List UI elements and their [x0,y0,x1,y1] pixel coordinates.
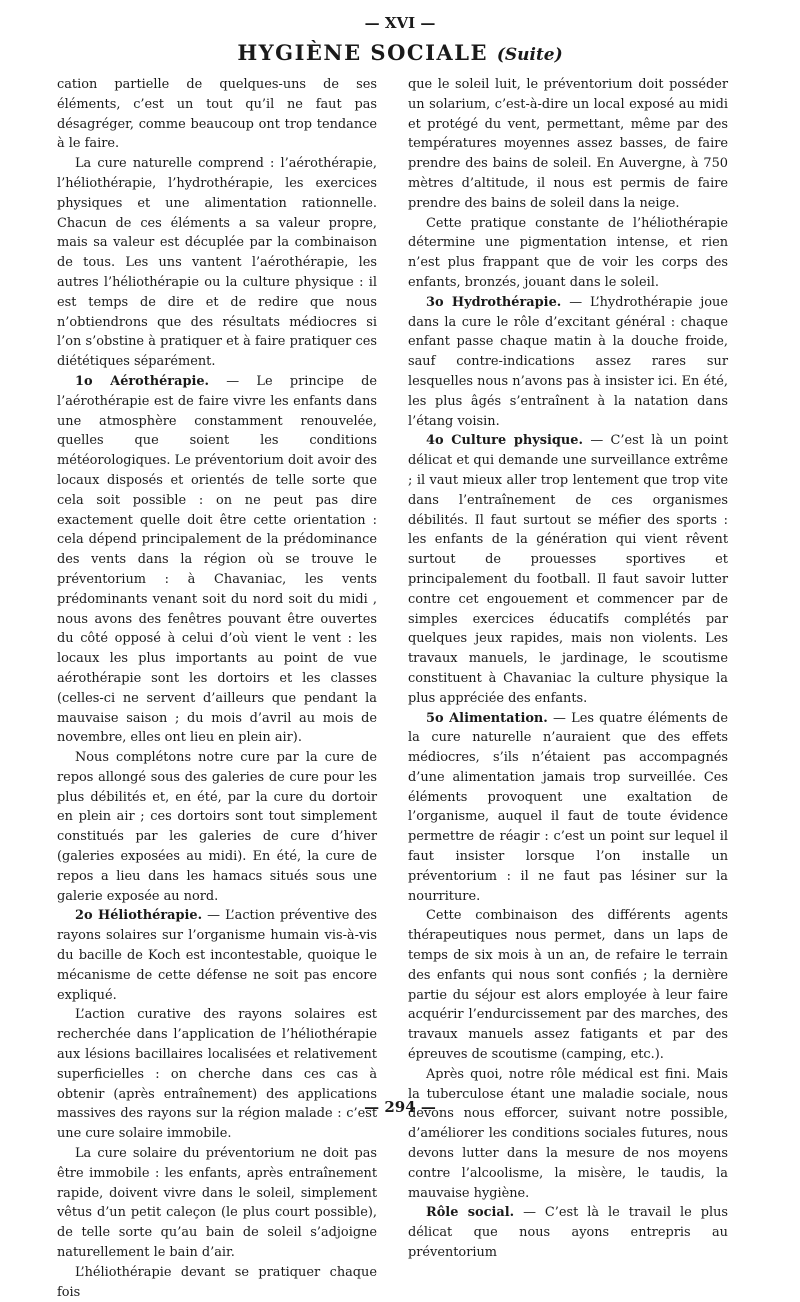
title-suffix: (Suite) [496,45,563,65]
section-body: — L’hydrothérapie joue dans la cure le rôle d’excitant général : chaque enfant passe chaque matin à la douche froide, sauf contre-indications assez rares sur lesquelles nous n’avons pas à insister ici. En été, les plus âgés s’entraînent à la natation dans l’étang voisin. [408,294,728,429]
section-role-social [408,1203,728,1262]
section-hydrotherapie [408,293,728,432]
section-alimentation [408,709,728,907]
paragraph: Cette pratique constante de l’héliothérapie détermine une pigmentation intense, et rien n’est plus frappant que de voir les corps des enfants, bronzés, jouant dans le soleil. [408,215,728,290]
paragraph: L’action curative des rayons solaires est recherchée dans l’application de l’héliothérapie aux lésions bacillaires localisées et relativement superficielles : on cherche dans ces cas à obtenir (après entraînement) des applications massives des rayons sur la région malade : c’est une cure solaire immobile. [57,1007,377,1142]
paragraph: Après quoi, notre rôle médical est fini. Mais la tuberculose étant une maladie sociale, nous devons nous efforcer, suivant notre possible, d’améliorer les conditions sociales futures, nous devons lutter dans la mesure de nos moyens contre l’alcoolisme, la misère, le taudis, la mauvaise hygiène. [408,1066,728,1201]
section-body: — L’action préventive des rayons solaires sur l’organisme humain vis-à-vis du bacille de Koch est incontestable, quoique le mécanisme de cette défense ne soit pas encore expliqué. [57,908,377,1003]
page-number: — 294 — [364,1098,436,1116]
section-body: — C’est là un point délicat et qui demande une surveillance extrême ; il vaut mieux aller trop lentement que trop vite dans l’entraînement de ces organismes débilités. Il faut surtout se méfier des sports : les enfants de la génération qui vient rêvent surtout de prouesses sportives et principalement du football. Il faut savoir lutter contre cet engouement et commencer par de simples exercices éducatifs complétés par quelques jeux rapides, mais non violents. Les travaux manuels, le jardinage, le scoutisme constituent à Chavaniac la culture physique la plus appréciée des enfants. [408,433,728,706]
section-heading: 1o Aérothérapie. [75,373,210,389]
section-body: — C’est là le travail le plus délicat que nous ayons entrepris au préventorium [408,1205,728,1261]
section-heading: 2o Héliothérapie. [75,908,203,924]
paragraph: que le soleil luit, le préventorium doit posséder un solarium, c’est-à-dire un local exposé au midi et protégé du vent, permettant, même par des températures moyennes assez basses, de faire prendre des bains de soleil. En Auvergne, à 750 mètres d’altitude, il nous est permis de faire prendre des bains de soleil dans la neige. [408,77,728,211]
title-text: HYGIÈNE SOCIALE [237,40,488,65]
section-heading: 3o Hydrothérapie. [426,294,562,310]
paragraph: La cure solaire du préventorium ne doit pas être immobile : les enfants, après entraînement rapide, doivent vivre dans le soleil, simplement vêtus d’un petit caleçon (le plus court possible), de telle sorte qu’au bain de soleil s’adjoigne naturellement le bain d’air. [57,1146,377,1261]
section-heading: 5o Alimentation. [426,710,548,726]
paragraph: La cure naturelle comprend : l’aérothérapie, l’héliothérapie, l’hydrothérapie, les exercices physiques et une alimentation rationnelle. Chacun de ces éléments a sa valeur propre, mais sa valeur est décuplée par la combinaison de tous. Les uns vantent l’aérothérapie, les autres l’héliothérapie ou la culture physique : il est temps de dire et de redire que nous n’obtiendrons que des résultats médiocres si l’on s’obstine à pratiquer et à faire pratiquer ces diététiques séparément. [57,156,377,370]
section-body: — Le principe de l’aérothérapie est de faire vivre les enfants dans une atmosphère constamment renouvelée, quelles que soient les conditions météorologiques. Le préventorium doit avoir des locaux disposés et orientés de telle sorte que cela soit possible : on ne peut pas dire exactement quelle doit être cette orientation : cela dépend principalement de la prédominance des vents dans la région où se trouve le préventorium : à Chavaniac, les vents prédominants venant soit du nord soit du midi , nous avons des fenêtres pouvant être ouvertes du côté opposé à celui d’où vient le vent : les locaux les plus importants au point de vue aérothérapie sont les dortoirs et les classes (celles-ci ne servent d’ailleurs que pendant la mauvaise saison ; du mois d’avril au mois de novembre, elles ont lieu en plein air). [57,373,378,746]
paragraph: cation partielle de quelques-uns de ses éléments, c’est un tout qu’il ne faut pas désagréger, comme beaucoup ont trop tendance à le faire. [57,77,377,152]
section-culture-physique [408,431,728,708]
left-column [57,75,378,1300]
section-aerotherapie [57,372,377,748]
section-heading: 4o Culture physique. [426,433,583,449]
paragraph: L’héliothérapie devant se pratiquer chaque fois [57,1264,377,1300]
section-body: — Les quatre éléments de la cure naturelle n’auraient que des effets médiocres, s’ils n’étaient pas accompagnés d’une alimentation jamais trop surveillée. Ces éléments provoquent une exaltation de l’organisme, auquel il faut de toute évidence permettre de réagir : c’est un point sur lequel il faut insister lorsque l’on installe un préventorium : il ne faut pas lésiner sur la nourriture. [408,710,729,904]
section-heading: Rôle social. [426,1205,515,1221]
roman-folio: — XVI — [364,14,436,32]
section-heliotherapie [57,906,377,1005]
paragraph: Cette combinaison des différents agents thérapeutiques nous permet, dans un laps de temps de six mois à un an, de refaire le terrain des enfants qui nous sont confiés ; la dernière partie du séjour est alors employée à leur faire acquérir l’endurcissement par des marches, des travaux manuels assez fatigants et par des épreuves de scoutisme (camping, etc.). [408,908,728,1063]
paragraph: Nous complétons notre cure par la cure de repos allongé sous des galeries de cure pour les plus débilités et, en été, par la cure du dortoir en plein air ; ces dortoirs sont tout simplement constitués par les galeries de cure d’hiver (galeries exposées au midi). En été, la cure de repos a lieu dans les hamacs situés sous une galerie exposée au nord. [57,750,377,904]
page-title [0,40,800,65]
right-column [408,75,729,1261]
